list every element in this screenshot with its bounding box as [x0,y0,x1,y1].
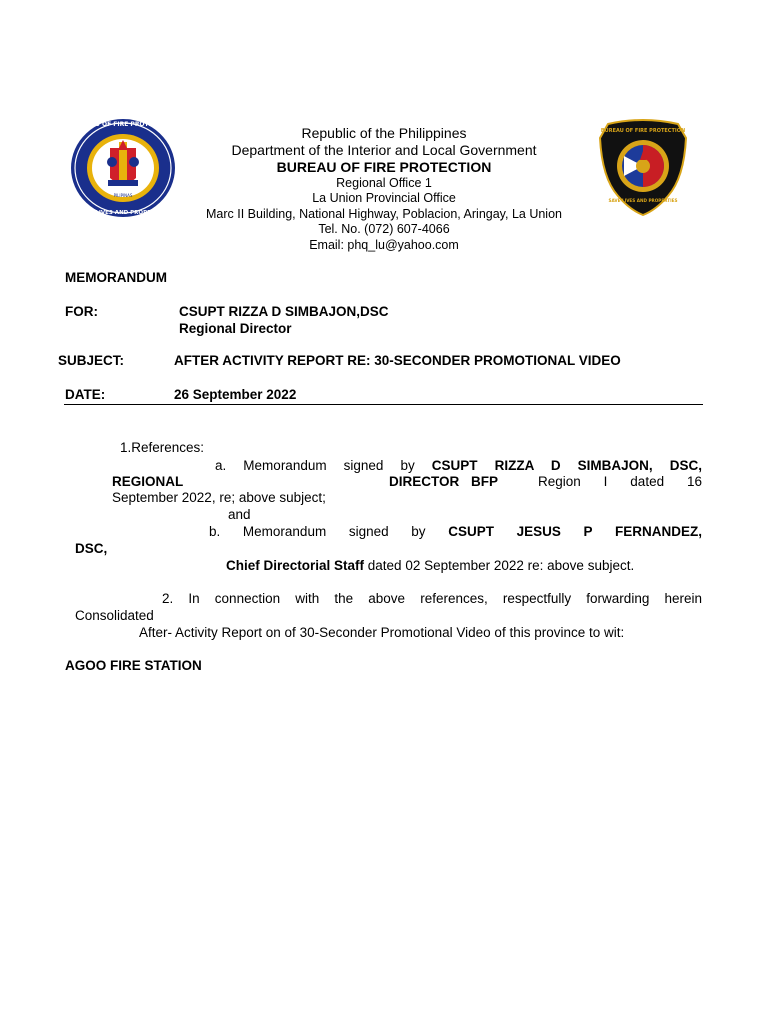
reference-b-line3 [226,558,634,574]
right-badge-top-text: BUREAU OF FIRE PROTECTION [600,128,686,134]
for-label: FOR: [65,304,98,319]
subject-label: SUBJECT: [58,353,125,368]
reference-a-line1 [215,458,702,474]
date-value: 26 September 2022 [174,387,297,402]
paragraph-2-line2: Consolidated [75,608,154,623]
reference-b-line1 [209,524,702,540]
reference-a-regional: REGIONAL [112,474,184,489]
reference-b-text: b. Memorandum signed by [209,524,449,539]
memo-title: MEMORANDUM [65,270,167,285]
reference-a-line3: September 2022, re; above subject; [112,490,326,505]
header-republic: Republic of the Philippines [301,125,467,141]
header-divider [64,404,703,405]
reference-b-signer: CSUPT JESUS P FERNANDEZ, [448,524,702,539]
date-label: DATE: [65,387,106,402]
header-provincial-office: La Union Provincial Office [312,191,456,205]
reference-b-position: Chief Directorial Staff [226,558,365,573]
header-email: Email: phq_lu@yahoo.com [309,238,459,252]
paragraph-2-line3: After- Activity Report on of 30-Seconder Promotional Video of this province to wit: [139,625,625,640]
for-name: CSUPT RIZZA D SIMBAJON,DSC [179,304,389,319]
header-regional-office: Regional Office 1 [336,176,432,190]
station-heading: AGOO FIRE STATION [65,658,202,673]
reference-a-bfp: BFP [471,474,498,489]
left-seal-center-text: PILIPINAS [113,193,133,198]
header-tel: Tel. No. (072) 607-4066 [318,222,450,236]
paragraph-2-line1: 2. In connection with the above references, respectfully forwarding herein [162,591,702,606]
header-department: Department of the Interior and Local Government [231,142,537,158]
reference-a-signer: CSUPT RIZZA D SIMBAJON, DSC, [431,458,702,473]
for-position: Regional Director [179,321,292,336]
reference-a-director: DIRECTOR [389,474,460,489]
reference-and: and [228,507,251,522]
subject-value: AFTER ACTIVITY REPORT RE: 30-SECONDER PROMOTIONAL VIDEO [174,353,621,368]
left-seal-bottom-text: SAVE LIVES AND PROPERTIES [77,210,169,216]
left-seal-top-text: BUREAU OF FIRE PROTECTION [72,121,174,128]
reference-b-date: dated 02 September 2022 re: above subject. [364,558,635,573]
right-badge-bottom-text: SAVE LIVES AND PROPERTIES [608,198,678,203]
reference-b-dsc: DSC, [75,541,108,556]
reference-a-text: a. Memorandum signed by [215,458,432,473]
header-bureau: BUREAU OF FIRE PROTECTION [276,159,492,175]
header-address: Marc II Building, National Highway, Poblacion, Aringay, La Union [206,207,562,221]
reference-a-region: Region I dated 16 [538,474,702,489]
references-heading: 1.References: [120,440,205,455]
